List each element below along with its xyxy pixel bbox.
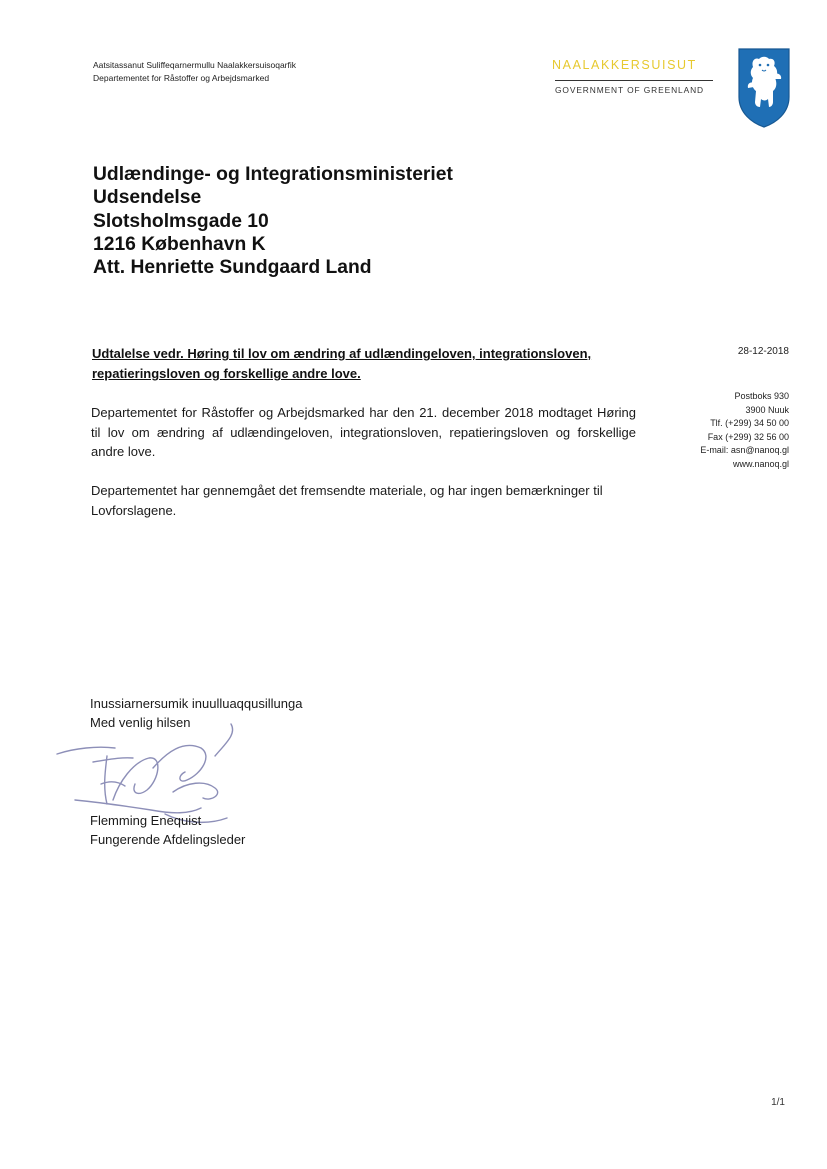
signer-title: Fungerende Afdelingsleder xyxy=(90,832,246,847)
contact-website: www.nanoq.gl xyxy=(732,458,789,469)
subject-line: Udtalelse vedr. Høring til lov om ændring af udlændingeloven, integrationsloven, xyxy=(92,346,592,361)
polar-bear-crest-icon xyxy=(736,47,792,129)
contact-phone: Tlf. (+299) 34 50 00 xyxy=(710,418,789,429)
recipient-address xyxy=(93,163,453,279)
contact-fax: Fax (+299) 32 56 00 xyxy=(707,431,789,442)
recipient-line: Udlændinge- og Integrationsministeriet xyxy=(93,164,453,185)
letter-date: 28-12-2018 xyxy=(737,346,789,357)
contact-block xyxy=(700,390,789,472)
contact-postbox: Postboks 930 xyxy=(734,391,789,401)
recipient-line: Slotsholmsgade 10 xyxy=(93,210,269,232)
closing-line-danish: Med venlig hilsen xyxy=(90,715,191,730)
recipient-line: Att. Henriette Sundgaard Land xyxy=(93,257,372,279)
brand-divider xyxy=(555,80,713,81)
signer-block xyxy=(90,811,245,849)
closing-line-greenlandic: Inussiarnersumik inuulluaqqusillunga xyxy=(90,696,303,711)
department-name-greenlandic: Aatsitassanut Suliffeqarnermullu Naalakkersuisoqarfik xyxy=(93,60,296,70)
recipient-line: Udsendelse xyxy=(93,187,202,209)
subject-line: repatieringsloven og forskellige andre love. xyxy=(92,366,361,381)
brand-name: NAALAKKERSUISUT xyxy=(552,58,697,72)
body-paragraph: Departementet for Råstoffer og Arbejdsmarked har den 21. december 2018 modtaget Høring til lov om ændring af udlændingeloven, integrationsloven, repatieringsloven og forskellige andre love. xyxy=(91,405,636,460)
page-number: 1/1 xyxy=(771,1097,785,1108)
recipient-line: 1216 København K xyxy=(93,233,266,255)
signer-name: Flemming Enequist xyxy=(90,813,202,828)
brand-subtitle: GOVERNMENT OF GREENLAND xyxy=(555,85,704,95)
contact-email: E-mail: asn@nanoq.gl xyxy=(700,445,789,456)
letter-subject xyxy=(92,344,652,384)
department-name-danish: Departementet for Råstoffer og Arbejdsmarked xyxy=(93,73,270,83)
contact-city: 3900 Nuuk xyxy=(745,404,789,415)
body-paragraph: Departementet har gennemgået det fremsendte materiale, og har ingen bemærkninger til Lovforslagene. xyxy=(91,483,603,518)
